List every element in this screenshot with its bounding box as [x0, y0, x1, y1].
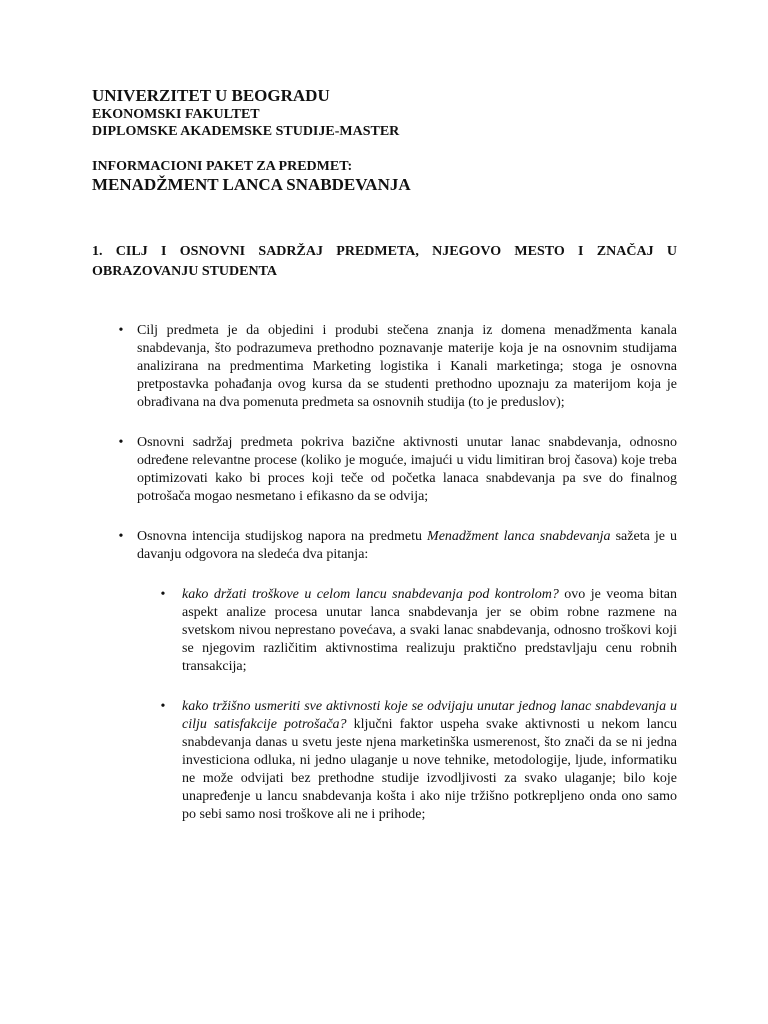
bullet-list: [92, 322, 677, 824]
sub-bullet-item: [137, 586, 677, 676]
bullet-text: Osnovni sadržaj predmeta pokriva bazične aktivnosti unutar lanac snabdevanja, odnosno određene relevantne procese (koliko je moguće, imajući u vidu limitiran broj časova) koje treba optimizovati kako bi proces koji teče od početka lanaca snabdevanja pa sve do finalnog potrošača mogao nesmetano i efikasno da se odvija;: [137, 435, 677, 504]
bullet-icon: •: [118, 435, 124, 450]
sub-bullet-icon: •: [160, 699, 166, 714]
course-name-italic: Menadžment lanca snabdevanja: [427, 529, 611, 544]
bullet-item: [92, 434, 677, 506]
document-page: [92, 86, 677, 846]
bullet-icon: •: [118, 323, 124, 338]
bullet-icon: •: [118, 529, 124, 544]
studies-heading: DIPLOMSKE AKADEMSKE STUDIJE-MASTER: [92, 124, 400, 139]
course-title: MENADŽMENT LANCA SNABDEVANJA: [92, 175, 411, 194]
faculty-heading: EKONOMSKI FAKULTET: [92, 107, 260, 122]
sub-bullet-text: [182, 587, 677, 674]
answer-text: ovo je veoma bitan aspekt analize procesa unutar lanca snabdevanja jer se obim robne razmene na svetskom nivou neprestano povećava, a svaki lanac snabdevanja, odnosno troškovi koji se njegovim različitim aktivnostima realizuju praktično predstavljaju cenu robnih transakcija;: [182, 587, 678, 674]
sub-bullet-icon: •: [160, 587, 166, 602]
bullet-item: [92, 322, 677, 412]
section-1-title: 1. CILJ I OSNOVNI SADRŽAJ PREDMETA, NJEGOVO MESTO I ZNAČAJ U OBRAZOVANJU STUDENTA: [92, 244, 677, 279]
bullet-item: [92, 528, 677, 824]
question-italic: kako tržišno usmeriti sve aktivnosti koje se odvijaju unutar jednog lanac snabdevanja u cilju satisfakcije potrošača?: [182, 699, 677, 732]
bullet-text-start: Osnovna intencija studijskog napora na predmetu: [137, 529, 428, 544]
question-italic: kako držati troškove u celom lancu snabdevanja pod kontrolom?: [182, 587, 559, 602]
answer-text: ključni faktor uspeha svake aktivnosti u nekom lancu snabdevanja danas u svetu jeste njena marketinška usmerenost, što znači da se ni jedna investiciona odluka, ni jedno ulaganje u nove tehnike, metodologije, ljude, informatiku ne može odvijati bez prethodne studije izvodljivosti za svako ulaganje; bilo koje unapređenje u lancu snabdevanja košta i ako nije tržišno potkrepljeno onda ono samo po sebi samo nosi troškove ali ne i prihode;: [182, 717, 677, 822]
bullet-text: [137, 529, 677, 562]
university-heading: UNIVERZITET U BEOGRADU: [92, 86, 330, 105]
sub-bullet-list: [137, 586, 677, 824]
sub-bullet-item: [137, 698, 677, 824]
sub-bullet-text: [182, 699, 677, 822]
info-package-heading: INFORMACIONI PAKET ZA PREDMET:: [92, 159, 353, 174]
bullet-text-end: sažeta je u davanju odgovora na sledeća dva pitanja:: [137, 529, 677, 562]
bullet-text: Cilj predmeta je da objedini i produbi stečena znanja iz domena menadžmenta kanala snabdevanja, što podrazumeva prethodno poznavanje materije koja je na osnovnim studijama analizirana na predmentima Marketing logistika i Kanali marketinga; stoga je osnovna pretpostavka pohađanja ovog kursa da se studenti prethodno upoznaju za materijom koja je obrađivana na dva pomenuta predmeta sa osnovnih studija (to je preduslov);: [137, 323, 677, 410]
